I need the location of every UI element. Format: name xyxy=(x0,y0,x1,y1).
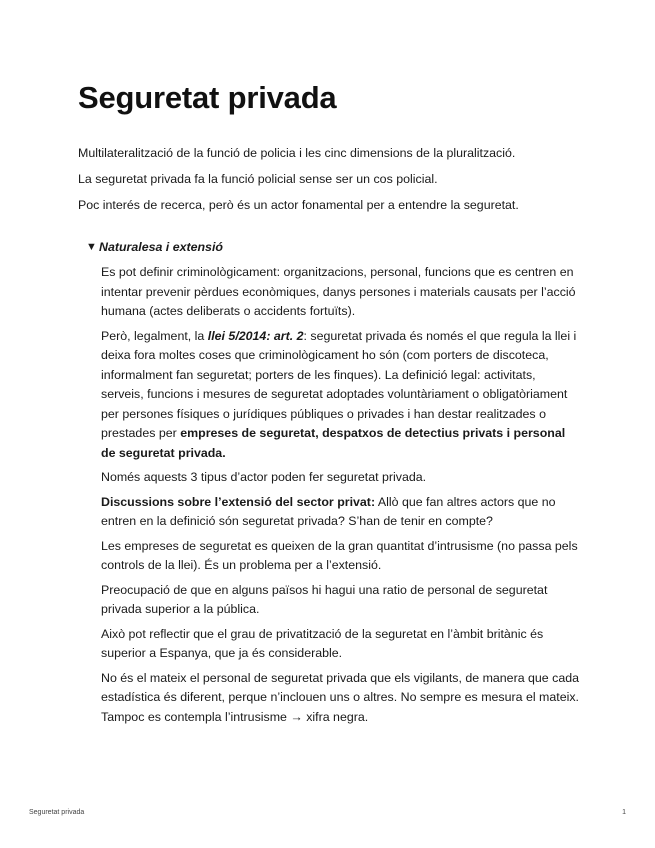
page-title: Seguretat privada xyxy=(78,80,337,115)
intro-paragraph-1: Multilateralització de la funció de policia i les cinc dimensions de la pluralització. xyxy=(78,146,516,160)
triangle-down-icon[interactable]: ▼ xyxy=(86,241,97,253)
paragraph-legal xyxy=(101,327,579,464)
toggle-summary[interactable] xyxy=(86,237,578,257)
toggle-title[interactable]: Naturalesa i extensió xyxy=(99,240,223,254)
paragraph-legal-pre: Però, legalment, la xyxy=(101,328,208,343)
page-content xyxy=(78,78,578,732)
paragraph-legal-mid: : seguretat privada és només el que regula la llei i deixa fora moltes coses que criminològicament ho són (com porters de discoteca, informalment fan seguretat; porters de les finques). La definició legal: activitats, serveis, funcions i mesures de seguretat adoptades voluntàriament o obligatòriament per persones físiques o jurídiques públiques o privades i han destar realitzades o prestades per xyxy=(101,328,577,440)
paragraph-ratio: Preocupació de que en alguns països hi hagui una ratio de personal de seguretat privada superior a la pública. xyxy=(101,582,548,616)
intro-paragraphs xyxy=(78,143,578,215)
paragraph-privatitzacio: Això pot reflectir que el grau de privatització de la seguretat en l’àmbit britànic és superior a Espanya, que ja és considerable. xyxy=(101,626,544,660)
paragraph-legal-bold: empreses de seguretat, despatxos de detectius privats i personal de seguretat privada. xyxy=(101,426,566,460)
paragraph-discussions xyxy=(101,493,579,532)
footer-page-number: 1 xyxy=(622,809,626,816)
intro-paragraph-3: Poc interés de recerca, però és un actor fonamental per a entendre la seguretat. xyxy=(78,198,519,212)
intro-paragraph-2: La seguretat privada fa la funció policial sense ser un cos policial. xyxy=(78,172,438,186)
law-reference: llei 5/2014: art. 2 xyxy=(207,328,304,343)
paragraph-estadistica: No és el mateix el personal de seguretat privada que els vigilants, de manera que cada estadística és diferent, perque n’inclouen uns o altres. No sempre es mesura el mateix. Tampoc es contempla l’intrusisme → xifra negra. xyxy=(101,670,580,724)
discussions-heading: Discussions sobre l’extensió del sector privat: xyxy=(101,494,376,509)
paragraph-three-types: Només aquests 3 tipus d’actor poden fer seguretat privada. xyxy=(101,470,427,484)
discussions-text: Allò que fan altres actors que no entren en la definició són seguretat privada? S’han de tenir en compte? xyxy=(101,494,556,528)
toggle-naturalesa xyxy=(86,237,578,727)
toggle-body xyxy=(101,263,579,727)
footer-title: Seguretat privada xyxy=(29,809,85,816)
paragraph-definition: Es pot definir criminològicament: organitzacions, personal, funcions que es centren en intentar prevenir pèrdues econòmiques, danys persones i materials causats per l’acció humana (actes deliberats o accidents fortuïts). xyxy=(101,265,576,318)
paragraph-intrusisme: Les empreses de seguretat es queixen de la gran quantitat d’intrusisme (no passa pels controls de la llei). És un problema per a l’extensió. xyxy=(101,538,578,572)
